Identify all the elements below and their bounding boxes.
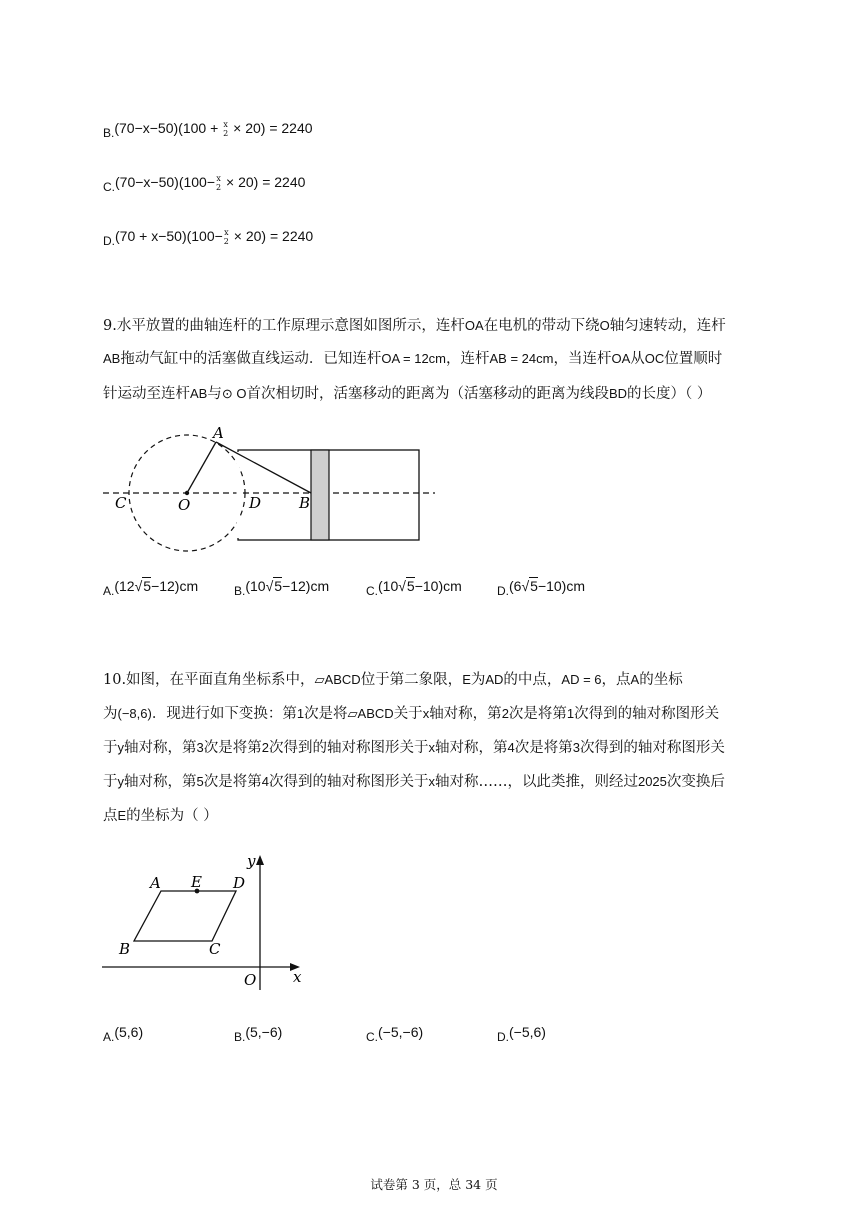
symbol: AD = 6 [561, 672, 602, 687]
text: 点 [103, 808, 118, 824]
expr-part: × 20) = 2240 [222, 174, 306, 190]
q9-line-1 [103, 316, 726, 336]
coordinate-figure [100, 850, 310, 995]
symbol: 4 [261, 774, 269, 789]
text: 轴对称，第 [434, 740, 508, 756]
value-part: (10 [378, 578, 399, 594]
label-b: B [299, 494, 311, 512]
symbol: A [630, 672, 640, 687]
option-label: D. [497, 1030, 509, 1044]
q9-option-b: $_{B.}$(10√5−12)cm [234, 578, 330, 598]
symbol: OA [464, 318, 484, 333]
text: 的坐标为（ ） [126, 808, 218, 824]
denominator: 2 [216, 183, 222, 192]
symbol: 3 [572, 740, 580, 755]
text: 为 [103, 706, 118, 722]
option-value: (−5,−6) [378, 1024, 424, 1040]
rod-oa [187, 442, 216, 493]
q10-option-c [366, 1024, 424, 1044]
label-e: E [191, 873, 202, 891]
symbol: 4 [507, 740, 515, 755]
fraction [216, 174, 221, 192]
text: 9.水平放置的曲轴连杆的工作原理示意图如图所示，连杆 [103, 318, 465, 334]
option-label: B. [103, 126, 115, 140]
symbol: 5 [196, 774, 204, 789]
q10-line-4 [103, 772, 725, 792]
q10-option-b [234, 1024, 283, 1044]
parallelogram-symbol: ▱ABCD [347, 706, 394, 721]
symbol: OA = 12cm [381, 351, 447, 366]
expr-part: (70−x−50)(100 + [114, 120, 223, 136]
option-label: C. [366, 584, 378, 598]
option-value: (5,6) [114, 1024, 144, 1040]
q10-line-3 [103, 738, 725, 758]
text: 首次相切时，活塞移动的距离为（活塞移动的距离为线段 [246, 386, 609, 402]
symbol: AD [485, 672, 504, 687]
text: 次得到的轴对称图形关于 [268, 774, 429, 790]
text: 关于 [393, 706, 423, 722]
q9-line-2 [103, 349, 722, 369]
text: 次是将第 [514, 740, 573, 756]
text: 10.如图，在平面直角坐标系中， [103, 672, 315, 688]
expr-part: (70−x−50)(100− [115, 174, 216, 190]
option-label: B. [234, 1030, 246, 1044]
piston [311, 450, 329, 540]
symbol: x [428, 740, 435, 755]
text: 轴匀速转动，连杆 [609, 318, 726, 334]
value-part: −12)cm [151, 578, 199, 594]
symbol: OC [644, 351, 665, 366]
option-value: (5,−6) [245, 1024, 283, 1040]
value-part: (6 [509, 578, 522, 594]
q8-option-c [103, 172, 305, 193]
text: 于 [103, 740, 118, 756]
page-footer: 试卷第 3 页，总 34 页 [370, 1177, 498, 1192]
q9-line-3 [103, 384, 711, 404]
text: 轴对称，第 [124, 740, 197, 756]
q9-option-c: $_{C.}$(10√5−10)cm [366, 578, 462, 598]
label-o: O [244, 971, 257, 989]
parallelogram-symbol: ▱ABCD [314, 672, 361, 687]
text: 的长度）（ ） [627, 386, 712, 402]
option-value: (−5,6) [509, 1024, 546, 1040]
label-o: O [178, 496, 191, 514]
option-label: D. [497, 584, 509, 598]
option-label: C. [103, 180, 115, 194]
symbol: E [117, 808, 127, 823]
value-part: −10)cm [537, 578, 586, 594]
symbol: OA [611, 351, 631, 366]
label-c: C [209, 940, 221, 958]
option-label: A. [103, 584, 115, 598]
symbol: y [117, 740, 124, 755]
symbol: 2025 [637, 774, 667, 789]
symbol: AB [103, 351, 121, 366]
text: 次是将 [304, 706, 348, 722]
denominator: 2 [223, 237, 229, 246]
symbol: O [599, 318, 610, 333]
crankshaft-figure [95, 422, 445, 557]
q10-line-1 [103, 670, 683, 690]
numerator: x [216, 174, 221, 183]
expr-part: × 20) = 2240 [229, 120, 313, 136]
symbol: 3 [196, 740, 204, 755]
text: 轴对称，第 [124, 774, 197, 790]
label-d: D [233, 874, 246, 892]
value-part: (12 [114, 578, 135, 594]
q9-option-a: $_{A.}$(12√5−12)cm [103, 578, 199, 598]
text: 次是将第 [508, 706, 567, 722]
option-label: B. [234, 584, 246, 598]
text: 次得到的轴对称图形关 [579, 740, 725, 756]
radicand: 5 [530, 578, 538, 594]
text: 在电机的带动下绕 [483, 318, 600, 334]
symbol: E [462, 672, 471, 687]
symbol: 1 [296, 706, 305, 721]
option-label: A. [103, 1030, 115, 1044]
text: 轴对称……，以此类推，则经过 [434, 774, 638, 790]
circle-symbol: ⊙ O [221, 386, 247, 401]
expr-part: × 20) = 2240 [229, 228, 314, 244]
text: 于 [103, 774, 118, 790]
text: ，连杆 [446, 351, 490, 367]
label-d: D [249, 494, 262, 512]
text: 针运动至连杆 [103, 386, 190, 402]
radicand: 5 [143, 578, 152, 594]
text: 位置顺时 [664, 351, 723, 367]
text: 的坐标 [639, 672, 683, 688]
value-part: −12)cm [282, 578, 330, 594]
text: 次是将第 [203, 774, 262, 790]
symbol: y [117, 774, 124, 789]
value-part: −10)cm [414, 578, 462, 594]
radicand: 5 [274, 578, 283, 594]
numerator: x [224, 228, 229, 237]
q10-line-2 [103, 704, 719, 724]
q9-option-d: $_{D.}$(6√5−10)cm [497, 578, 586, 598]
symbol: x [422, 706, 430, 721]
text: 拖动气缸中的活塞做直线运动．已知连杆 [120, 351, 382, 367]
text: 次变换后 [666, 774, 725, 790]
text: 的中点， [503, 672, 562, 688]
radicand: 5 [406, 578, 415, 594]
q10-option-d [497, 1024, 546, 1044]
fraction [224, 228, 229, 246]
symbol: 2 [501, 706, 509, 721]
text: 次是将第 [203, 740, 262, 756]
point-o [185, 491, 189, 495]
text: 为 [470, 672, 486, 688]
label-c: C [115, 494, 127, 512]
label-b: B [119, 940, 131, 958]
option-label: D. [103, 234, 115, 248]
label-a: A [213, 424, 224, 442]
value-part: (10 [245, 578, 266, 594]
text: 从 [630, 351, 645, 367]
symbol: AB [190, 386, 208, 401]
expr-part: (70 + x−50)(100− [115, 228, 223, 244]
label-x: x [293, 968, 302, 986]
text: ，点 [601, 672, 631, 688]
symbol: 1 [566, 706, 575, 721]
y-axis-arrow [256, 855, 264, 865]
text: 次得到的轴对称图形关 [574, 706, 720, 722]
text: 轴对称，第 [429, 706, 502, 722]
label-a: A [150, 874, 161, 892]
label-y: y [247, 852, 256, 870]
denominator: 2 [223, 129, 229, 138]
numerator: x [223, 120, 228, 129]
text: ，当连杆 [553, 351, 612, 367]
text: ．现进行如下变换：第 [151, 706, 297, 722]
text: 次得到的轴对称图形关于 [268, 740, 429, 756]
q10-line-5 [103, 806, 218, 826]
symbol: BD [608, 386, 628, 401]
text: 与 [207, 386, 222, 402]
symbol: AB = 24cm [489, 351, 554, 366]
text: 位于第二象限， [360, 672, 463, 688]
symbol: x [428, 774, 435, 789]
q10-option-a [103, 1024, 144, 1044]
symbol: (−8,6) [117, 706, 152, 721]
parallelogram-abcd [134, 891, 236, 941]
q8-option-b [103, 118, 313, 139]
fraction [223, 120, 228, 138]
symbol: 2 [261, 740, 269, 755]
q8-option-d [103, 226, 313, 247]
option-label: C. [366, 1030, 378, 1044]
